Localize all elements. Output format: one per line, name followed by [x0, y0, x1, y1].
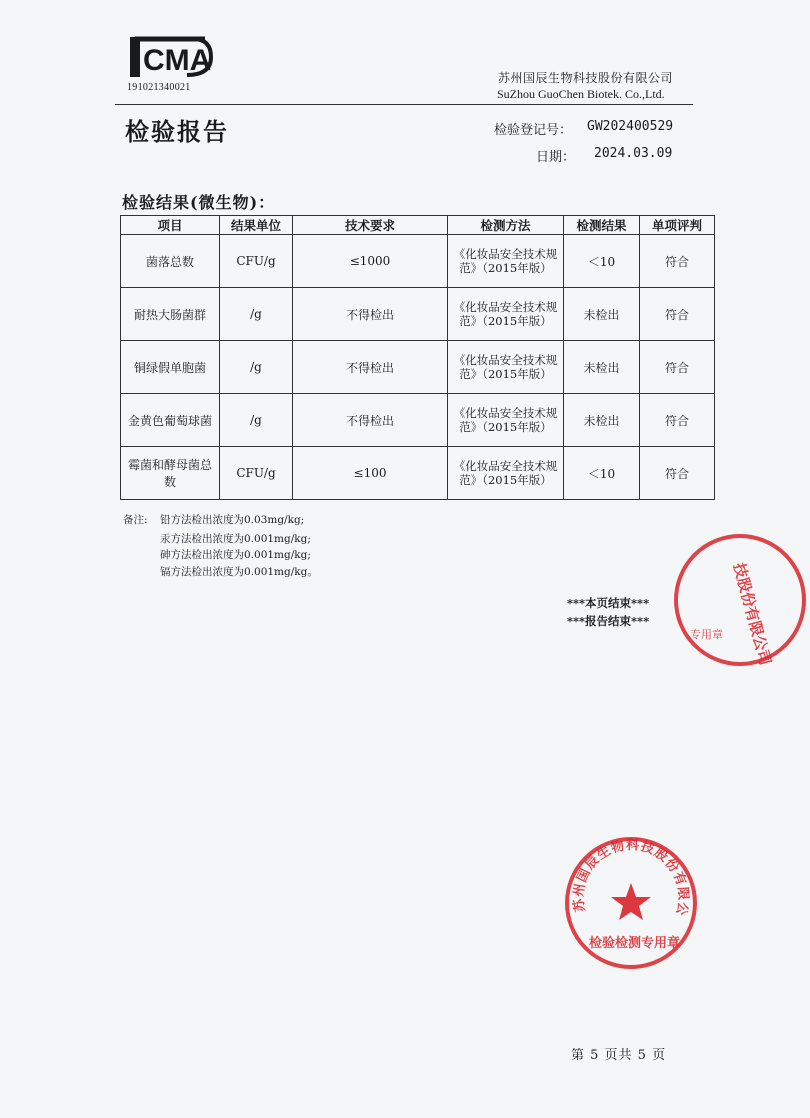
method-cell: 《化妆品安全技术规范》（2015年版）: [448, 447, 564, 500]
note-line: 镉方法检出浓度为0.001mg/kg。: [160, 566, 318, 578]
inspection-seal-stamp: [563, 835, 699, 971]
column-header: 结果单位: [220, 216, 293, 235]
note-line: 砷方法检出浓度为0.001mg/kg;: [160, 549, 311, 561]
table-row: [121, 447, 715, 500]
judgement-cell: 符合: [640, 447, 715, 500]
unit-cell: /g: [220, 341, 293, 394]
note-line: 汞方法检出浓度为0.001mg/kg;: [160, 533, 311, 545]
method-cell: 《化妆品安全技术规范》（2015年版）: [448, 235, 564, 288]
item-cell: 耐热大肠菌群: [121, 288, 220, 341]
end-of-report-marker: ***报告结束***: [567, 614, 650, 628]
column-header: 单项评判: [640, 216, 715, 235]
company-name-en: SuZhou GuoChen Biotek. Co.,Ltd.: [497, 87, 665, 101]
table-row: [121, 341, 715, 394]
header-divider: [115, 104, 693, 105]
unit-cell: CFU/g: [220, 235, 293, 288]
star-icon: [611, 883, 651, 920]
page-title: 检验报告: [125, 117, 229, 146]
column-header: 检测方法: [448, 216, 564, 235]
cma-logo: [127, 35, 213, 79]
note-line: 铅方法检出浓度为0.03mg/kg;: [160, 514, 305, 526]
column-header: 检测结果: [564, 216, 640, 235]
method-cell: 《化妆品安全技术规范》（2015年版）: [448, 341, 564, 394]
date-label: 日期：: [536, 150, 576, 165]
unit-cell: /g: [220, 394, 293, 447]
svg-text:苏州国辰生物科技股份有限公司: 苏州国辰生物科技股份有限公: [571, 838, 691, 918]
unit-cell: CFU/g: [220, 447, 293, 500]
item-cell: 霉菌和酵母菌总数: [121, 447, 220, 500]
table-row: [121, 394, 715, 447]
result-cell: 未检出: [564, 288, 640, 341]
page-number: 第 5 页共 5 页: [571, 1048, 667, 1063]
item-cell: 菌落总数: [121, 235, 220, 288]
registration-label: 检验登记号：: [494, 123, 573, 138]
requirement-cell: 不得检出: [293, 341, 448, 394]
requirement-cell: 不得检出: [293, 288, 448, 341]
notes-label: 备注:: [123, 514, 148, 526]
section-title: 检验结果(微生物)：: [122, 193, 276, 212]
side-seal-stamp: [670, 528, 775, 672]
requirement-cell: ≤100: [293, 447, 448, 500]
method-cell: 《化妆品安全技术规范》（2015年版）: [448, 288, 564, 341]
judgement-cell: 符合: [640, 394, 715, 447]
results-table: [120, 215, 715, 500]
table-header-row: [121, 216, 715, 235]
judgement-cell: 符合: [640, 235, 715, 288]
result-cell: ＜10: [564, 235, 640, 288]
svg-text:CMA: CMA: [143, 44, 212, 77]
table-row: [121, 235, 715, 288]
requirement-cell: ≤1000: [293, 235, 448, 288]
svg-text:检验检测专用章: 检验检测专用章: [589, 936, 681, 951]
column-header: 项目: [121, 216, 220, 235]
end-of-page-marker: ***本页结束***: [567, 596, 650, 610]
result-cell: 未检出: [564, 394, 640, 447]
company-name-cn: 苏州国辰生物科技股份有限公司: [498, 71, 674, 85]
column-header: 技术要求: [293, 216, 448, 235]
unit-cell: /g: [220, 288, 293, 341]
judgement-cell: 符合: [640, 288, 715, 341]
table-row: [121, 288, 715, 341]
registration-number: GW202400529: [587, 119, 674, 134]
judgement-cell: 符合: [640, 341, 715, 394]
item-cell: 金黄色葡萄球菌: [121, 394, 220, 447]
item-cell: 铜绿假单胞菌: [121, 341, 220, 394]
requirement-cell: 不得检出: [293, 394, 448, 447]
svg-text:技股份有限公司: 技股份有限公司: [729, 561, 775, 668]
report-date: 2024.03.09: [594, 146, 673, 161]
method-cell: 《化妆品安全技术规范》（2015年版）: [448, 394, 564, 447]
svg-text:专用章: 专用章: [690, 628, 723, 641]
result-cell: ＜10: [564, 447, 640, 500]
result-cell: 未检出: [564, 341, 640, 394]
cma-number: 191021340021: [127, 82, 191, 93]
